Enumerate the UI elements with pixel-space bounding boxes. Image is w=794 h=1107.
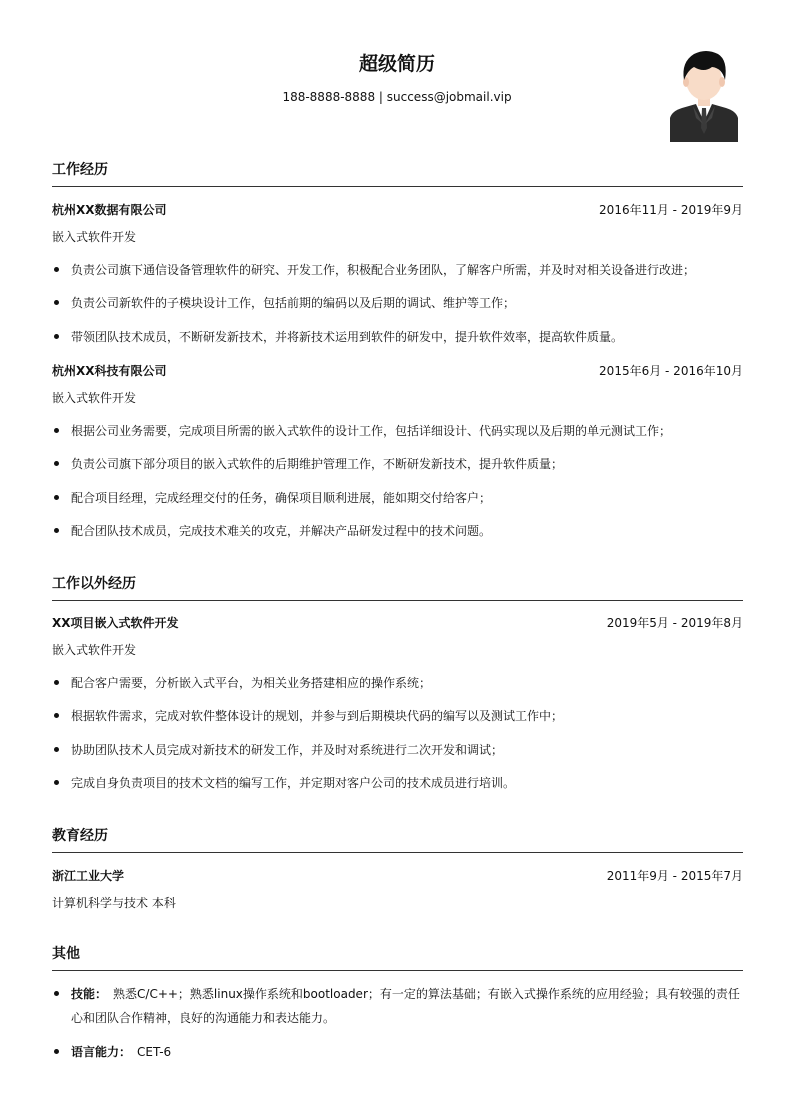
job-role: 嵌入式软件开发 <box>52 391 137 405</box>
project-period: 2019年5月 - 2019年8月 <box>606 616 743 630</box>
bullet-dot <box>54 267 59 272</box>
skills-label: 技能： <box>71 987 108 1001</box>
job-header <box>52 362 743 380</box>
list-item-text: 根据公司业务需要，完成项目所需的嵌入式软件的设计工作，包括详细设计、代码实现以及后期的单元测试工作； <box>71 424 672 438</box>
section-title-extra: 工作以外经历 <box>52 574 743 601</box>
school-name: 浙江工业大学 <box>52 869 125 883</box>
job-period: 2016年11月 - 2019年9月 <box>599 203 743 217</box>
job-period: 2015年6月 - 2016年10月 <box>599 364 743 378</box>
list-item-text: 完成自身负责项目的技术文档的编写工作，并定期对客户公司的技术成员进行培训。 <box>71 776 516 790</box>
section-title-education: 教育经历 <box>52 826 743 853</box>
bullet-dot <box>54 680 59 685</box>
list-item-text: 协助团队技术人员完成对新技术的研发工作，并及时对系统进行二次开发和调试； <box>71 743 504 757</box>
bullet-dot <box>54 495 59 500</box>
bullet-dot <box>54 991 59 996</box>
contact-info: 188-8888-8888 | success@jobmail.vip <box>282 90 512 104</box>
list-item-text: 负责公司新软件的子模块设计工作，包括前期的编码以及后期的调试、维护等工作； <box>71 296 516 310</box>
bullet-dot <box>54 461 59 466</box>
list-item <box>52 671 743 695</box>
list-item-text: 根据软件需求，完成对软件整体设计的规划，并参与到后期模块代码的编写以及测试工作中； <box>71 709 564 723</box>
list-item <box>52 738 743 762</box>
list-item <box>52 419 743 443</box>
bullet-dot <box>54 780 59 785</box>
language-label: 语言能力： <box>71 1045 132 1059</box>
list-item-text: 配合团队技术成员，完成技术难关的攻克，并解决产品研发过程中的技术问题。 <box>71 524 492 538</box>
skills-text: 熟悉C/C++；熟悉linux操作系统和bootloader；有一定的算法基础；有嵌入式操作系统的应用经验；具有较强的责任心和团队合作精神，良好的沟通能力和表达能力。 <box>71 987 740 1025</box>
bullet-dot <box>54 1049 59 1054</box>
list-item <box>52 291 743 315</box>
project-header <box>52 614 743 632</box>
list-item <box>52 1040 743 1064</box>
job-header <box>52 201 743 219</box>
project-role: 嵌入式软件开发 <box>52 643 137 657</box>
bullet-dot <box>54 747 59 752</box>
bullet-dot <box>54 334 59 339</box>
avatar <box>668 48 740 142</box>
list-item <box>52 486 743 510</box>
list-item <box>52 519 743 543</box>
bullet-dot <box>54 300 59 305</box>
list-item-text: 负责公司旗下通信设备管理软件的研究、开发工作，积极配合业务团队，了解客户所需，并及时对相关设备进行改进； <box>71 263 696 277</box>
company-name: 杭州XX数据有限公司 <box>52 203 167 217</box>
list-item <box>52 325 743 349</box>
list-item-text: 带领团队技术成员，不断研发新技术，并将新技术运用到软件的研发中，提升软件效率，提高软件质量。 <box>71 330 624 344</box>
bullet-dot <box>54 713 59 718</box>
section-title-other: 其他 <box>52 944 743 971</box>
project-name: XX项目嵌入式软件开发 <box>52 616 179 630</box>
job-role: 嵌入式软件开发 <box>52 230 137 244</box>
company-name: 杭州XX科技有限公司 <box>52 364 167 378</box>
bullet-dot <box>54 528 59 533</box>
education-major: 计算机科学与技术 本科 <box>52 896 176 910</box>
language-text: CET-6 <box>137 1045 172 1059</box>
list-item-text: 配合项目经理，完成经理交付的任务，确保项目顺利进展，能如期交付给客户； <box>71 491 492 505</box>
list-item <box>52 452 743 476</box>
list-item <box>52 704 743 728</box>
bullet-dot <box>54 428 59 433</box>
list-item-text: 负责公司旗下部分项目的嵌入式软件的后期维护管理工作，不断研发新技术，提升软件质量； <box>71 457 564 471</box>
resume-name: 超级简历 <box>358 53 435 75</box>
list-item <box>52 982 743 1030</box>
list-item <box>52 258 743 282</box>
education-header <box>52 867 743 885</box>
list-item <box>52 771 743 795</box>
section-title-work: 工作经历 <box>52 160 743 187</box>
list-item-text: 配合客户需要，分析嵌入式平台，为相关业务搭建相应的操作系统； <box>71 676 432 690</box>
education-period: 2011年9月 - 2015年7月 <box>606 869 743 883</box>
